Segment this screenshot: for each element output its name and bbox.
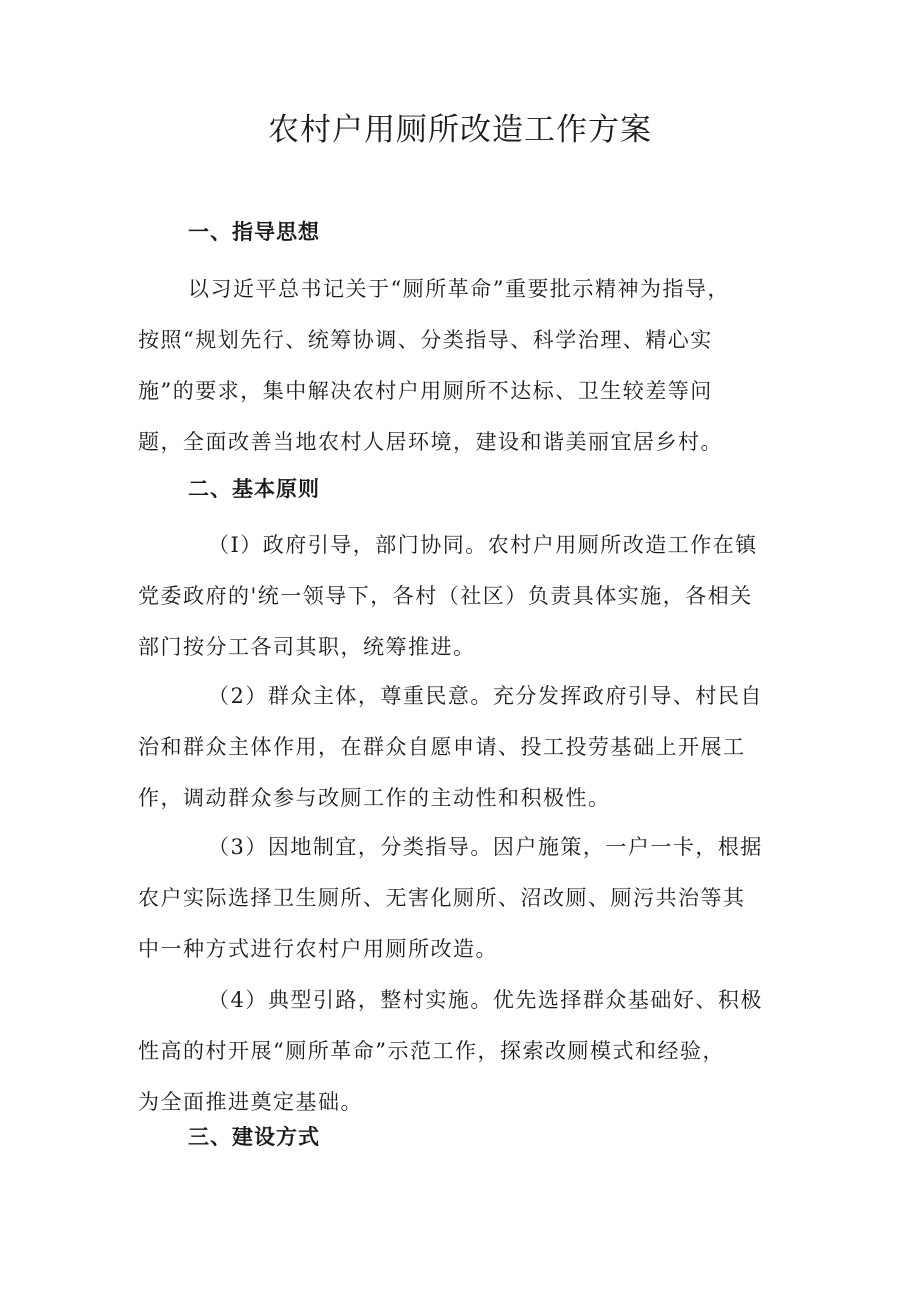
section-heading-guiding-ideology: 一、指导思想: [188, 219, 320, 244]
section-heading-basic-principles: 二、基本原则: [188, 476, 320, 501]
paragraph-line: 作，调动群众参与改厕工作的主动性和积极性。: [138, 786, 611, 810]
document-title: 农村户用厕所改造工作方案: [268, 112, 652, 148]
paragraph-line: （I）政府引导，部门协同。农村户用厕所改造工作在镇: [208, 533, 758, 557]
paragraph-principle-4: [138, 975, 778, 1128]
paragraph-line: 题，全面改善当地农村人居环境，建设和谐美丽宜居乡村。: [138, 430, 723, 454]
paragraph-line: 党委政府的'统一领导下，各村（社区）负责具体实施，各相关: [138, 584, 753, 608]
paragraph-line: 中一种方式进行农村户用厕所改造。: [138, 937, 498, 961]
paragraph-line: 按照“规划先行、统筹协调、分类指导、科学治理、精心实: [138, 328, 713, 352]
paragraph-line: 部门按分工各司其职，统筹推进。: [138, 635, 476, 659]
paragraph-line: 农户实际选择卫生厕所、无害化厕所、沼改厕、厕污共治等其: [138, 886, 746, 910]
paragraph-line: （2）群众主体，尊重民意。充分发挥政府引导、村民自: [208, 684, 763, 708]
paragraph-line: 为全面推进奠定基础。: [138, 1090, 363, 1114]
section-heading-construction-method: 三、建设方式: [188, 1124, 320, 1149]
paragraph-principle-2: [138, 671, 778, 824]
paragraph-line: 以习近平总书记关于“厕所革命”重要批示精神为指导，: [188, 277, 730, 301]
paragraph-line: 治和群众主体作用，在群众自愿申请、投工投劳基础上开展工: [138, 735, 746, 759]
paragraph-principle-1: [138, 520, 778, 673]
paragraph-line: 施”的要求，集中解决农村户用厕所不达标、卫生较差等问: [138, 379, 713, 403]
paragraph-principle-3: [138, 822, 778, 975]
paragraph-line: （3）因地制宜，分类指导。因户施策，一户一卡，根据: [208, 835, 763, 859]
paragraph-line: 性高的村开展“厕所革命”示范工作，探索改厕模式和经验，: [138, 1039, 725, 1063]
paragraph-line: （4）典型引路，整村实施。优先选择群众基础好、积极: [208, 988, 763, 1012]
paragraph-guiding-ideology: [138, 264, 778, 468]
